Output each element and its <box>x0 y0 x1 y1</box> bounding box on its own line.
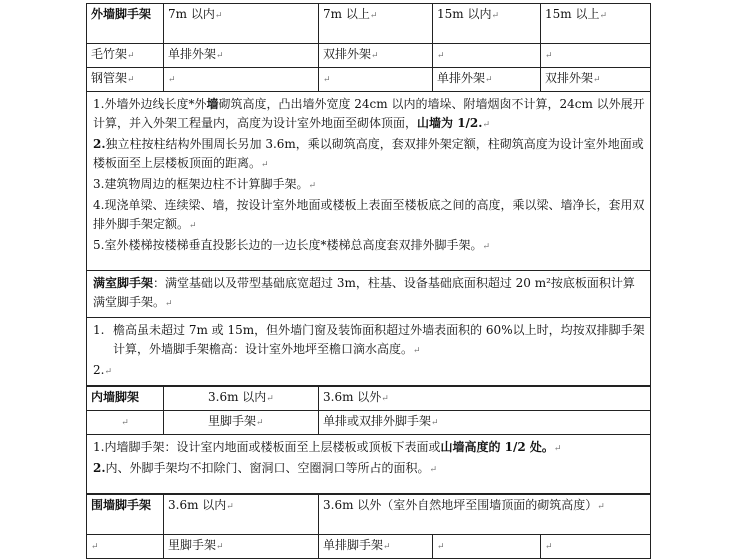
table-cell: ↵ <box>319 68 433 92</box>
boundary-wall-label: 围墙脚手架 <box>87 495 164 535</box>
note-2: 2.独立柱按柱结构外围周长另加 3.6m，乘以砌筑高度，套双排外架定额，柱砌筑高度为设计室外地面或楼板面至上层楼板顶面的距离。↵ <box>93 137 644 170</box>
table-row <box>87 535 651 559</box>
table-cell: 单排脚手架↵ <box>319 535 433 559</box>
table-row <box>87 4 651 44</box>
table-cell: ↵ <box>433 535 541 559</box>
table-cell: 毛竹架↵ <box>87 44 164 68</box>
table-cell: 单排外架↵ <box>164 44 319 68</box>
note-4: 4.现浇单梁、连续梁、墙，按设计室外地面或楼板上表面至楼板底之间的高度，乘以梁、墙净长，套用双排外脚手架定额。↵ <box>93 198 645 231</box>
table-cell: 里脚手架↵ <box>164 535 319 559</box>
exterior-scaffold-label: 外墙脚手架 <box>87 4 164 44</box>
notes-row <box>87 92 651 271</box>
document-page <box>86 3 650 559</box>
table-cell: 15m 以上↵ <box>541 4 651 44</box>
empty-line <box>93 480 646 490</box>
table-cell: ↵ <box>541 44 651 68</box>
table-cell: 里脚手架↵ <box>164 411 319 435</box>
list-cell <box>87 318 651 386</box>
note-1: 1.内墙脚手架：设计室内地面或楼板面至上层楼板或顶板下表面或山墙高度的 1/2 处。↵ <box>93 440 562 454</box>
list-row <box>87 318 651 386</box>
table-cell: 单排外架↵ <box>433 68 541 92</box>
boundary-wall-scaffold-table <box>86 494 651 559</box>
table-row <box>87 387 651 411</box>
table-cell: 3.6m 以内↵ <box>164 387 319 411</box>
table-row <box>87 495 651 535</box>
note-1: 1.外墙外边线长度*外墙砌筑高度，凸出墙外宽度 24cm 以内的墙垛、附墙烟囱不计算，24cm 以外展开计算，并入外架工程量内，高度为设计室外地面至砌体顶面，山墙为 1/2.↵ <box>93 97 645 130</box>
table-cell: ↵ <box>433 44 541 68</box>
table-cell: 7m 以内↵ <box>164 4 319 44</box>
list-item: 1. 檐高虽未超过 7m 或 15m，但外墙门窗及装饰面积超过外墙表面积的 60%以上时，均按双排脚手架计算，外墙脚手架檐高：设计室外地坪至檐口滴水高度。↵ <box>93 323 645 356</box>
interior-scaffold-table <box>86 386 651 494</box>
exterior-scaffold-table <box>86 3 651 386</box>
exterior-notes <box>87 92 651 271</box>
table-row <box>87 411 651 435</box>
full-scaffold-cell: 满室脚手架：满堂基础以及带型基础底宽超过 3m，柱基、设备基础底面积超过 20 m²按底板面积计算满堂脚手架。↵ <box>87 271 651 318</box>
full-scaffold-row <box>87 271 651 318</box>
list-item: 2.↵ <box>93 363 112 377</box>
full-scaffold-label: 满室脚手架 <box>93 276 154 290</box>
table-cell: 钢管架↵ <box>87 68 164 92</box>
table-cell: ↵ <box>87 535 164 559</box>
table-cell: 7m 以上↵ <box>319 4 433 44</box>
table-cell: ↵ <box>164 68 319 92</box>
table-cell: 双排外架↵ <box>541 68 651 92</box>
interior-notes <box>87 435 651 494</box>
interior-scaffold-label: 内墙脚架 <box>87 387 164 411</box>
table-cell: 单排或双排外脚手架↵ <box>319 411 651 435</box>
table-row <box>87 68 651 92</box>
full-scaffold-text: ：满堂基础以及带型基础底宽超过 3m，柱基、设备基础底面积超过 20 m²按底板面积计算满堂脚手架。 <box>93 276 635 309</box>
notes-row <box>87 435 651 494</box>
table-cell: 15m 以内↵ <box>433 4 541 44</box>
table-cell: ↵ <box>87 411 164 435</box>
table-cell: ↵ <box>541 535 651 559</box>
note-5: 5.室外楼梯按楼梯垂直投影长边的一边长度*楼梯总高度套双排外脚手架。↵ <box>93 238 490 252</box>
table-cell: 双排外架↵ <box>319 44 433 68</box>
table-cell: 3.6m 以内↵ <box>164 495 319 535</box>
empty-line <box>93 257 646 267</box>
note-3: 3.建筑物周边的框架边柱不计算脚手架。↵ <box>93 177 316 191</box>
table-cell: 3.6m 以外（室外自然地坪至围墙顶面的砌筑高度）↵ <box>319 495 651 535</box>
note-2: 2.内、外脚手架均不扣除门、窗洞口、空圈洞口等所占的面积。↵ <box>93 461 438 475</box>
table-cell: 3.6m 以外↵ <box>319 387 651 411</box>
table-row <box>87 44 651 68</box>
